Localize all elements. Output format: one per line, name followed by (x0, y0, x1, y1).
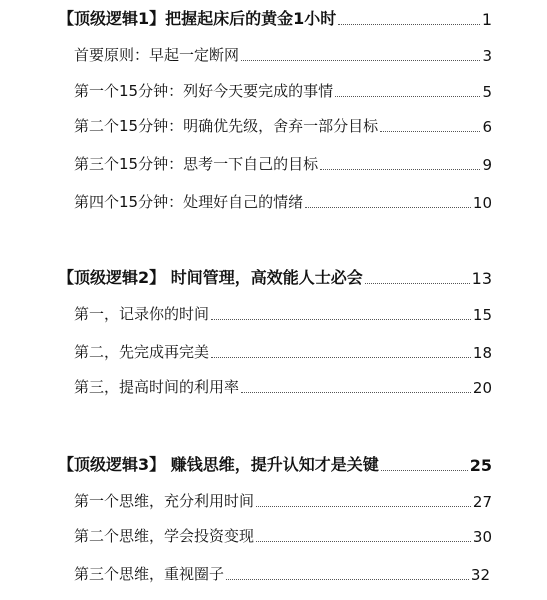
dot-leader (211, 319, 471, 320)
dot-leader (380, 131, 480, 132)
toc-page-number: 15 (472, 306, 492, 324)
toc-page-number: 6 (482, 118, 492, 136)
toc-title: 【顶级逻辑2】 时间管理，高效能人士必会 (58, 268, 363, 287)
toc-title: 第一个15分钟：列好今天要完成的事情 (74, 82, 334, 100)
toc-chapter-3[interactable] (58, 452, 492, 475)
dot-leader (256, 506, 471, 507)
toc-title: 第三个15分钟：思考一下自己的目标 (74, 155, 319, 173)
toc-entry[interactable] (74, 153, 492, 174)
toc-title: 首要原则：早起一定断网 (74, 46, 240, 64)
toc-page-number: 3 (482, 47, 492, 65)
toc-page-number: 32 (470, 566, 490, 584)
toc-chapter-2[interactable] (58, 265, 492, 288)
dot-leader (226, 579, 469, 580)
toc-entry[interactable] (74, 376, 492, 397)
toc-title: 第二个15分钟：明确优先级，舍弃一部分目标 (74, 117, 379, 135)
dot-leader (335, 96, 480, 97)
toc-page-number: 18 (472, 344, 492, 362)
toc-title: 第三个思维，重视圈子 (74, 565, 225, 583)
dot-leader (211, 357, 471, 358)
toc-page-number: 10 (472, 194, 492, 212)
toc-page-number: 27 (472, 493, 492, 511)
toc-entry[interactable] (74, 115, 492, 136)
toc-entry[interactable] (74, 490, 492, 511)
toc-entry[interactable] (74, 44, 492, 65)
dot-leader (305, 207, 471, 208)
dot-leader (256, 541, 471, 542)
toc-entry[interactable] (74, 341, 492, 362)
toc-chapter-1[interactable] (58, 6, 492, 29)
toc-title: 第一个思维，充分利用时间 (74, 492, 255, 510)
toc-entry[interactable] (74, 563, 490, 584)
toc-entry[interactable] (74, 525, 492, 546)
dot-leader (365, 283, 470, 284)
toc-title: 第四个15分钟：处理好自己的情绪 (74, 193, 304, 211)
toc-page-number: 13 (471, 269, 492, 288)
dot-leader (241, 60, 480, 61)
toc-page-number: 1 (481, 10, 492, 29)
toc-entry[interactable] (74, 303, 492, 324)
toc-entry[interactable] (74, 191, 492, 212)
toc-entry[interactable] (74, 80, 492, 101)
dot-leader (320, 169, 480, 170)
dot-leader (241, 392, 471, 393)
toc-page-number: 25 (469, 456, 492, 475)
dot-leader (338, 24, 480, 25)
toc-title: 第三，提高时间的利用率 (74, 378, 240, 396)
toc-page-number: 5 (482, 83, 492, 101)
toc-title: 【顶级逻辑1】把握起床后的黄金1小时 (58, 9, 337, 28)
toc-title: 【顶级逻辑3】 赚钱思维，提升认知才是关键 (58, 455, 379, 474)
toc-page-number: 20 (472, 379, 492, 397)
dot-leader (381, 470, 468, 471)
toc-page-number: 9 (482, 156, 492, 174)
toc-title: 第二，先完成再完美 (74, 343, 210, 361)
toc-page-number: 30 (472, 528, 492, 546)
toc-title: 第二个思维，学会投资变现 (74, 527, 255, 545)
toc-title: 第一，记录你的时间 (74, 305, 210, 323)
